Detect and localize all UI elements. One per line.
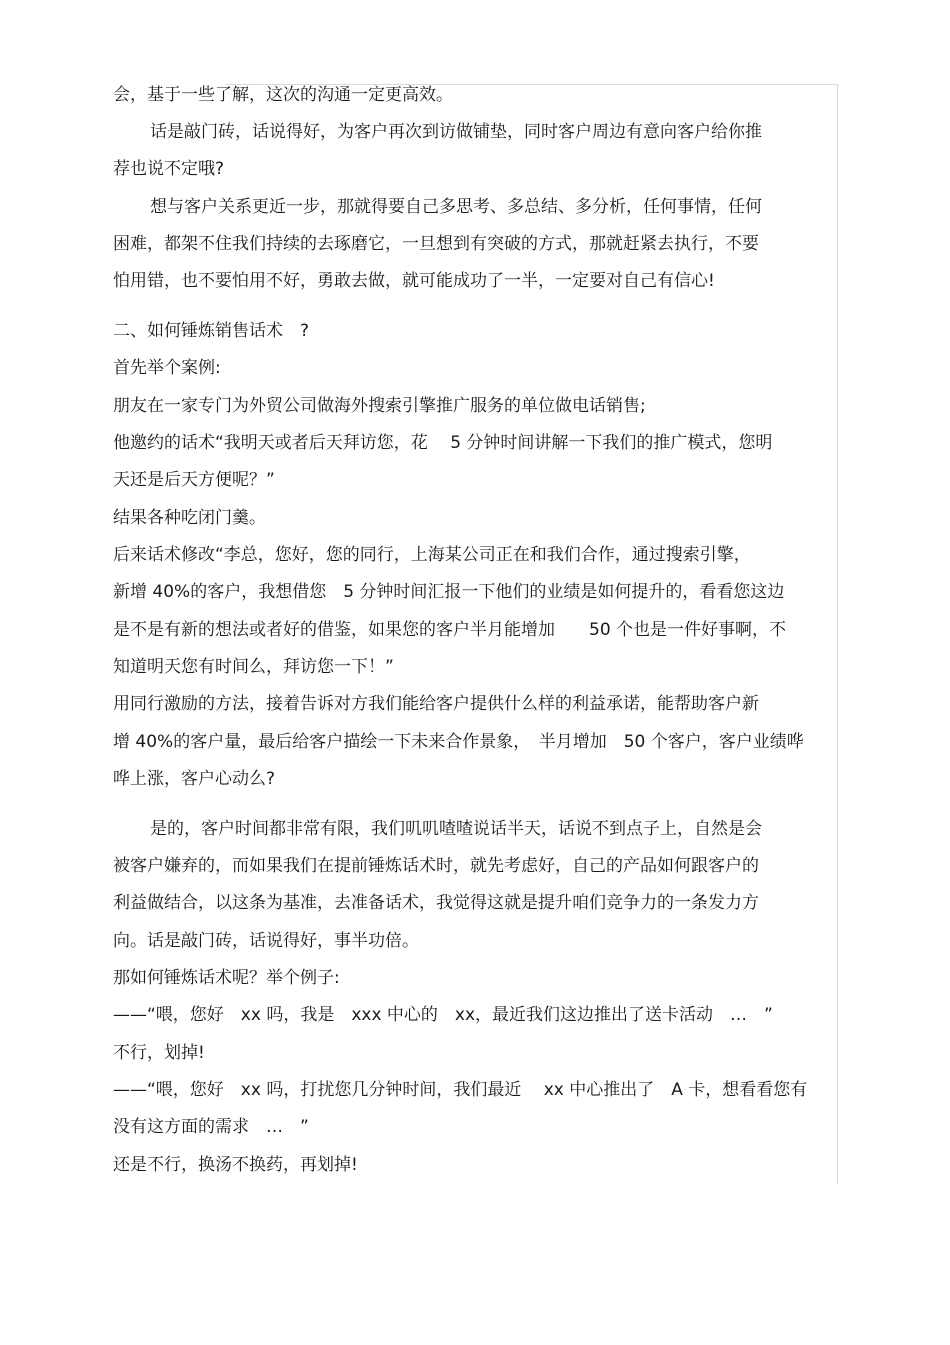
text-line: 不行，划掉! [113,1043,205,1063]
text-line: 会，基于一些了解，这次的沟通一定更高效。 [113,85,453,105]
text-line: 结果各种吃闭门羹。 [113,508,266,528]
text-line: 天还是后天方便呢？” [113,470,275,490]
frame-right-border [837,84,838,1184]
text-line: 用同行激励的方法，接着告诉对方我们能给客户提供什么样的利益承诺，能帮助客户新 [113,694,759,714]
text-line: 向。话是敲门砖，话说得好，事半功倍。 [113,931,419,951]
text-line: 朋友在一家专门为外贸公司做海外搜索引擎推广服务的单位做电话销售; [113,396,646,416]
text-line: 哗上涨，客户心动么? [113,769,276,789]
text-line: 话是敲门砖，话说得好，为客户再次到访做铺垫，同时客户周边有意向客户给你推 [150,122,762,142]
text-line: 首先举个案例: [113,358,221,378]
text-line: 知道明天您有时间么，拜访您一下！” [113,657,394,677]
text-line: 是的，客户时间都非常有限，我们叽叽喳喳说话半天，话说不到点子上，自然是会 [150,819,762,839]
text-line: 新增 40%的客户，我想借您 5 分钟时间汇报一下他们的业绩是如何提升的，看看您这边 [113,582,785,602]
text-line: ——“喂，您好 xx 吗，打扰您几分钟时间，我们最近 xx 中心推出了 A 卡，想看看您有 [113,1080,808,1100]
section-heading: 二、如何锤炼销售话术 ? [113,321,310,341]
text-line: 被客户嫌弃的，而如果我们在提前锤炼话术时，就先考虑好，自己的产品如何跟客户的 [113,856,759,876]
text-line: 他邀约的话术“我明天或者后天拜访您，花 5 分钟时间讲解一下我们的推广模式，您明 [113,433,773,453]
text-line: 没有这方面的需求 … ” [113,1117,309,1137]
text-line: 利益做结合，以这条为基准，去准备话术，我觉得这就是提升咱们竞争力的一条发力方 [113,893,759,913]
text-line: 困难，都架不住我们持续的去琢磨它，一旦想到有突破的方式，那就赶紧去执行，不要 [113,234,759,254]
text-line: 后来话术修改“李总，您好，您的同行，上海某公司正在和我们合作，通过搜索引擎， [113,545,751,565]
text-line: 是不是有新的想法或者好的借鉴，如果您的客户半月能增加 50 个也是一件好事啊，不 [113,620,787,640]
text-line: 荐也说不定哦? [113,159,225,179]
text-line: 怕用错，也不要怕用不好，勇敢去做，就可能成功了一半，一定要对自己有信心! [113,271,715,291]
text-line: 那如何锤炼话术呢？举个例子: [113,968,340,988]
text-line: 想与客户关系更近一步，那就得要自己多思考、多总结、多分析，任何事情，任何 [150,197,762,217]
text-line: 增 40%的客户量，最后给客户描绘一下未来合作景象， 半月增加 50 个客户，客户业绩哗 [113,732,804,752]
text-line: 还是不行，换汤不换药，再划掉! [113,1155,358,1175]
text-line: ——“喂，您好 xx 吗，我是 xxx 中心的 xx，最近我们这边推出了送卡活动 … ” [113,1005,773,1025]
